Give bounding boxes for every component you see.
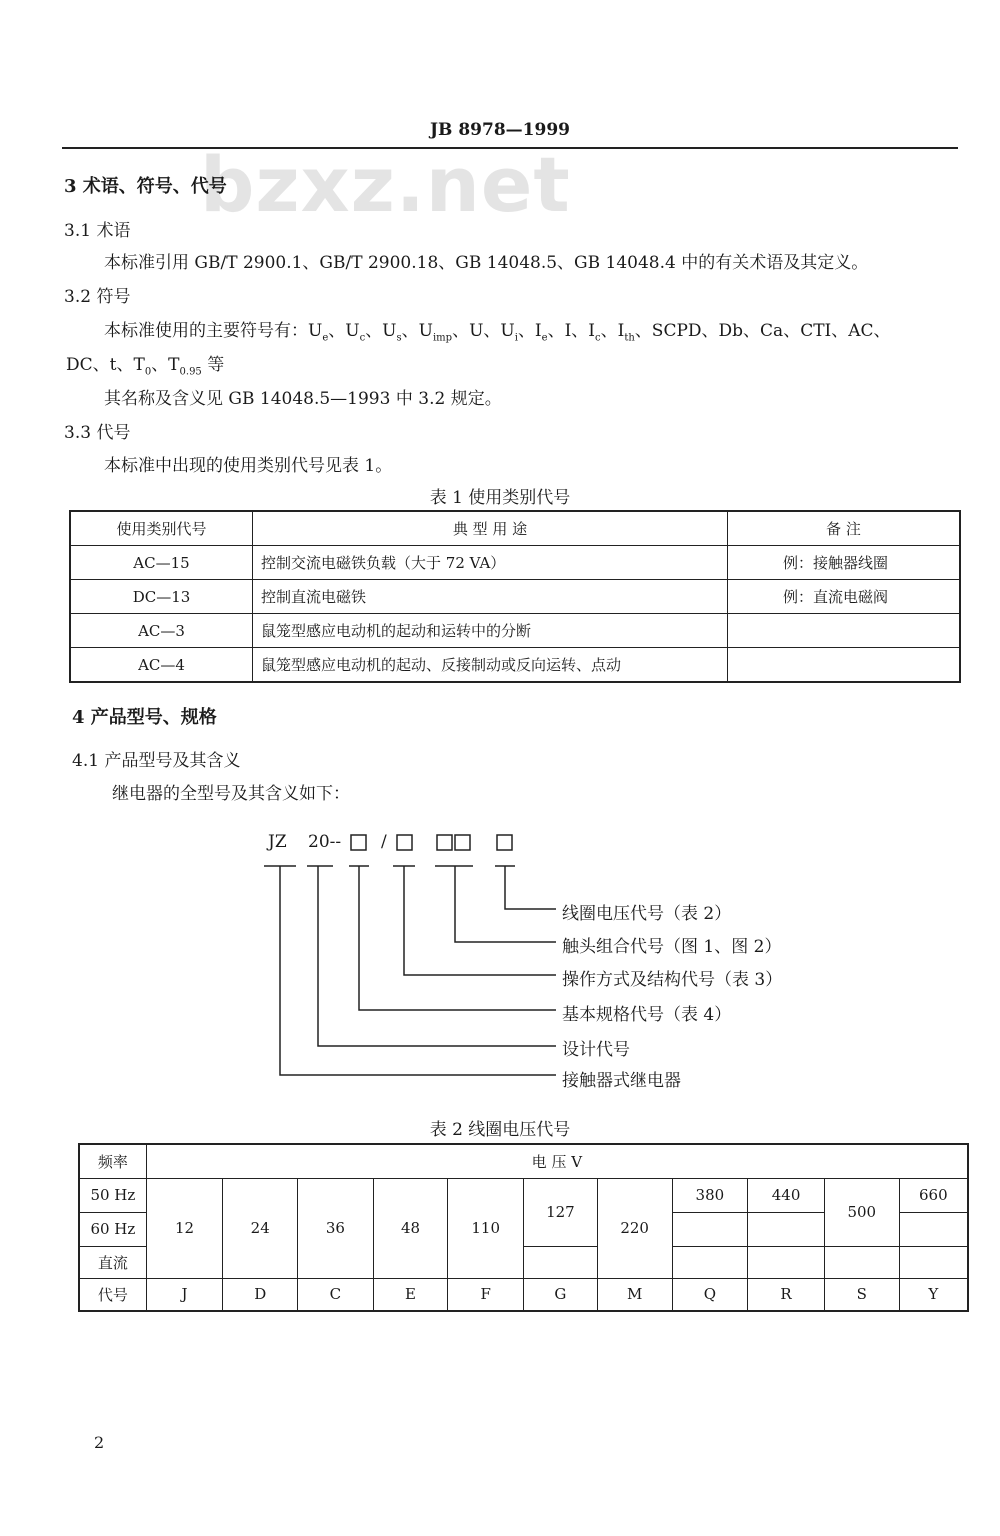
model-label-design: 设计代号 bbox=[562, 1040, 630, 1060]
table-1-header-cell: 使用类别代号 bbox=[70, 511, 253, 546]
row-label-dc: 直流 bbox=[79, 1246, 146, 1278]
code-cell: Q bbox=[672, 1278, 748, 1311]
code-cell: M bbox=[597, 1278, 672, 1311]
model-prefix: JZ bbox=[268, 832, 287, 852]
table-cell: 鼠笼型感应电动机的起动和运转中的分断 bbox=[253, 614, 728, 648]
row-label-50hz: 50 Hz bbox=[79, 1178, 146, 1212]
model-design-code: 20-- bbox=[308, 832, 342, 852]
code-cell: J bbox=[146, 1278, 223, 1311]
freq-header: 频率 bbox=[79, 1144, 146, 1178]
model-label-basic-spec: 基本规格代号（表 4） bbox=[562, 1005, 732, 1025]
table-row bbox=[79, 1144, 968, 1178]
voltage-cell: 220 bbox=[597, 1178, 672, 1278]
symbols-line-2: DC、t、$T_0$、$T_{0.95}$ 等 bbox=[66, 355, 225, 378]
code-cell: C bbox=[298, 1278, 374, 1311]
leader-line-relay-type bbox=[280, 866, 556, 1075]
table-cell: AC—4 bbox=[70, 648, 253, 683]
model-label-operation: 操作方式及结构代号（表 3） bbox=[562, 970, 783, 990]
voltage-cell: 660 bbox=[899, 1178, 968, 1212]
table-1-header-row bbox=[70, 511, 960, 546]
placeholder-box-operation bbox=[397, 835, 412, 850]
placeholder-box-contact-2 bbox=[455, 835, 470, 850]
table-cell: AC—3 bbox=[70, 614, 253, 648]
empty-cell bbox=[824, 1246, 899, 1278]
model-label-relay-type: 接触器式继电器 bbox=[562, 1071, 681, 1091]
voltage-cell: 12 bbox=[146, 1178, 223, 1278]
section-3-2-title: 3.2 符号 bbox=[64, 287, 131, 307]
code-cell: R bbox=[748, 1278, 825, 1311]
voltage-cell: 440 bbox=[748, 1178, 825, 1212]
table-cell: DC—13 bbox=[70, 580, 253, 614]
empty-cell bbox=[899, 1212, 968, 1246]
table-row bbox=[79, 1278, 968, 1311]
code-cell: D bbox=[223, 1278, 298, 1311]
row-label-60hz: 60 Hz bbox=[79, 1212, 146, 1246]
voltage-cell: 24 bbox=[223, 1178, 298, 1278]
table-cell: 控制交流电磁铁负载（大于 72 VA） bbox=[253, 546, 728, 580]
voltage-cell: 127 bbox=[524, 1178, 598, 1246]
voltage-cell: 36 bbox=[298, 1178, 374, 1278]
symbols-line-1: 本标准使用的主要符号有：$U_e$、$U_c$、$U_s$、$U_{imp}$、U、$U_i$、$I_e$、I、$I_c$、$I_{th}$、SCPD、Db、Ca、CTI、AC、 bbox=[104, 321, 891, 344]
table-2-caption: 表 2 线圈电压代号 bbox=[429, 1120, 571, 1140]
voltage-cell: 380 bbox=[672, 1178, 748, 1212]
leader-line-operation bbox=[404, 866, 556, 975]
code-cell: S bbox=[824, 1278, 899, 1311]
section-3-1-title: 3.1 术语 bbox=[64, 221, 131, 241]
section-3-1-text: 本标准引用 GB/T 2900.1、GB/T 2900.18、GB 14048.5、GB 14048.4 中的有关术语及其定义。 bbox=[104, 253, 869, 273]
section-3-3-text: 本标准中出现的使用类别代号见表 1。 bbox=[104, 456, 393, 476]
empty-cell bbox=[672, 1246, 748, 1278]
table-row bbox=[70, 614, 960, 648]
table-row bbox=[70, 546, 960, 580]
placeholder-box-coil-voltage bbox=[497, 835, 512, 850]
voltage-cell: 48 bbox=[373, 1178, 448, 1278]
table-row bbox=[70, 648, 960, 683]
voltage-cell: 500 bbox=[824, 1178, 899, 1246]
model-label-coil-voltage: 线圈电压代号（表 2） bbox=[562, 904, 732, 924]
watermark: bzxz.net bbox=[200, 140, 571, 229]
empty-cell bbox=[748, 1246, 825, 1278]
voltage-header: 电 压 V bbox=[146, 1144, 968, 1178]
row-label-code: 代号 bbox=[79, 1278, 146, 1311]
section-3-title: 3 术语、符号、代号 bbox=[64, 176, 227, 197]
table-1-header-cell: 备 注 bbox=[728, 511, 961, 546]
placeholder-box-contact-1 bbox=[437, 835, 452, 850]
code-cell: E bbox=[373, 1278, 448, 1311]
leader-line-basic-spec bbox=[359, 866, 556, 1010]
table-cell: 例：直流电磁阀 bbox=[728, 580, 961, 614]
table-cell: 控制直流电磁铁 bbox=[253, 580, 728, 614]
empty-cell bbox=[899, 1246, 968, 1278]
table-cell: AC—15 bbox=[70, 546, 253, 580]
section-3-2-ref: 其名称及含义见 GB 14048.5—1993 中 3.2 规定。 bbox=[104, 389, 502, 409]
code-cell: Y bbox=[899, 1278, 968, 1311]
table-cell bbox=[728, 614, 961, 648]
placeholder-box-basic-spec bbox=[351, 835, 366, 850]
table-cell bbox=[728, 648, 961, 683]
table-cell: 例：接触器线圈 bbox=[728, 546, 961, 580]
code-cell: G bbox=[524, 1278, 598, 1311]
code-cell: F bbox=[448, 1278, 524, 1311]
header-rule bbox=[62, 147, 958, 149]
model-label-contact: 触头组合代号（图 1、图 2） bbox=[562, 937, 782, 957]
table-1 bbox=[69, 510, 961, 683]
section-4-1-text: 继电器的全型号及其含义如下： bbox=[112, 784, 350, 804]
section-4-title: 4 产品型号、规格 bbox=[72, 707, 217, 728]
leader-line-design bbox=[318, 866, 556, 1046]
leader-line-coil-voltage bbox=[505, 866, 556, 909]
table-row bbox=[70, 580, 960, 614]
empty-cell bbox=[672, 1212, 748, 1246]
section-4-1-title: 4.1 产品型号及其含义 bbox=[72, 751, 241, 771]
model-slash: / bbox=[381, 832, 387, 852]
table-2 bbox=[78, 1143, 969, 1312]
empty-cell bbox=[524, 1246, 598, 1278]
table-1-caption: 表 1 使用类别代号 bbox=[429, 488, 571, 508]
table-cell: 鼠笼型感应电动机的起动、反接制动或反向运转、点动 bbox=[253, 648, 728, 683]
table-row bbox=[79, 1178, 968, 1212]
page-header: JB 8978—1999 bbox=[430, 120, 570, 140]
voltage-cell: 110 bbox=[448, 1178, 524, 1278]
leader-line-contact bbox=[455, 866, 556, 942]
table-1-header-cell: 典 型 用 途 bbox=[253, 511, 728, 546]
page-number: 2 bbox=[94, 1433, 105, 1452]
section-3-3-title: 3.3 代号 bbox=[64, 423, 131, 443]
empty-cell bbox=[748, 1212, 825, 1246]
